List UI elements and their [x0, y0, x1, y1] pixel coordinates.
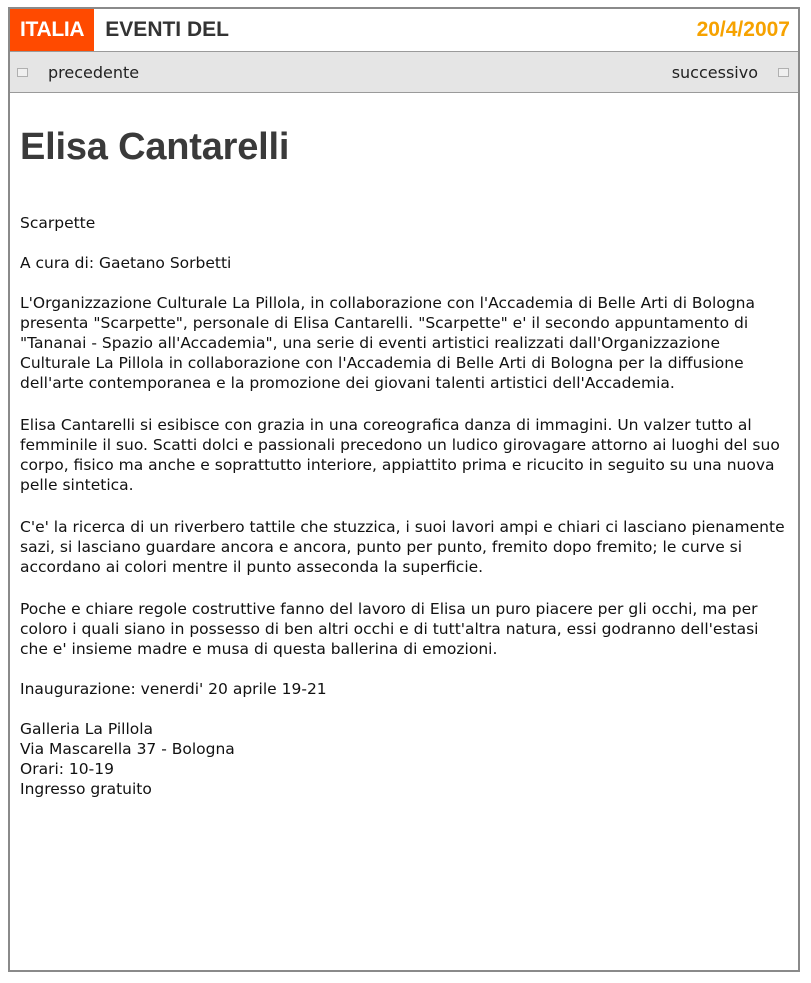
opening-info: Inaugurazione: venerdi' 20 aprile 19-21: [20, 680, 327, 698]
header-bar: [10, 9, 798, 52]
curator-line: A cura di: Gaetano Sorbetti: [20, 254, 232, 272]
previous-link[interactable]: [10, 63, 139, 82]
venue-address: Via Mascarella 37 - Bologna: [20, 740, 235, 758]
article-content: [10, 125, 798, 799]
next-link[interactable]: [672, 63, 798, 82]
country-badge: ITALIA: [10, 9, 94, 51]
section-title: EVENTI DEL: [105, 18, 229, 41]
venue-entry: Ingresso gratuito: [20, 780, 152, 798]
article-paragraph: Elisa Cantarelli si esibisce con grazia in una coreografica danza di immagini. Un valzer tutto al femminile il suo. Scatti dolci e passionali precedono un ludico girovagare attorno ai luoghi del suo corpo, fisico ma anche e soprattutto interiore, appiattito prima e ricucito in seguito su una nuova pelle sintetica.: [20, 416, 780, 494]
event-panel: [8, 7, 800, 972]
venue-hours: Orari: 10-19: [20, 760, 114, 778]
exhibition-subtitle: Scarpette: [20, 214, 96, 232]
square-bullet-icon: [17, 68, 28, 77]
article-paragraph: C'e' la ricerca di un riverbero tattile che stuzzica, i suoi lavori ampi e chiari ci lasciano pienamente sazi, si lasciano guardare ancora e ancora, punto per punto, fremito dopo fremito; le curve si accordano ai colori mentre il punto asseconda la superficie.: [20, 518, 785, 576]
article-paragraph: L'Organizzazione Culturale La Pillola, in collaborazione con l'Accademia di Belle Arti di Bologna presenta "Scarpette", personale di Elisa Cantarelli. "Scarpette" e' il secondo appuntamento di "Tananai - Spazio all'Accademia", una serie di eventi artistici realizzati dall'Organizzazione Culturale La Pillola in collaborazione con l'Accademia di Belle Arti di Bologna per la diffusione dell'arte contemporanea e la promozione dei giovani talenti artistici dell'Accademia.: [20, 294, 755, 392]
page-title: Elisa Cantarelli: [20, 126, 290, 168]
nav-bar: [10, 52, 798, 93]
next-label[interactable]: successivo: [671, 62, 758, 82]
venue-name: Galleria La Pillola: [20, 720, 154, 738]
venue-info: [20, 719, 786, 799]
previous-label[interactable]: precedente: [48, 62, 140, 82]
article-paragraph: Poche e chiare regole costruttive fanno del lavoro di Elisa un puro piacere per gli occhi, ma per coloro i quali siano in possesso di ben altri occhi e di tutt'altra natura, essi godranno dell'estasi che e' insieme madre e musa di questa ballerina di emozioni.: [20, 600, 759, 658]
event-date: 20/4/2007: [696, 18, 790, 41]
square-bullet-icon: [778, 68, 789, 77]
